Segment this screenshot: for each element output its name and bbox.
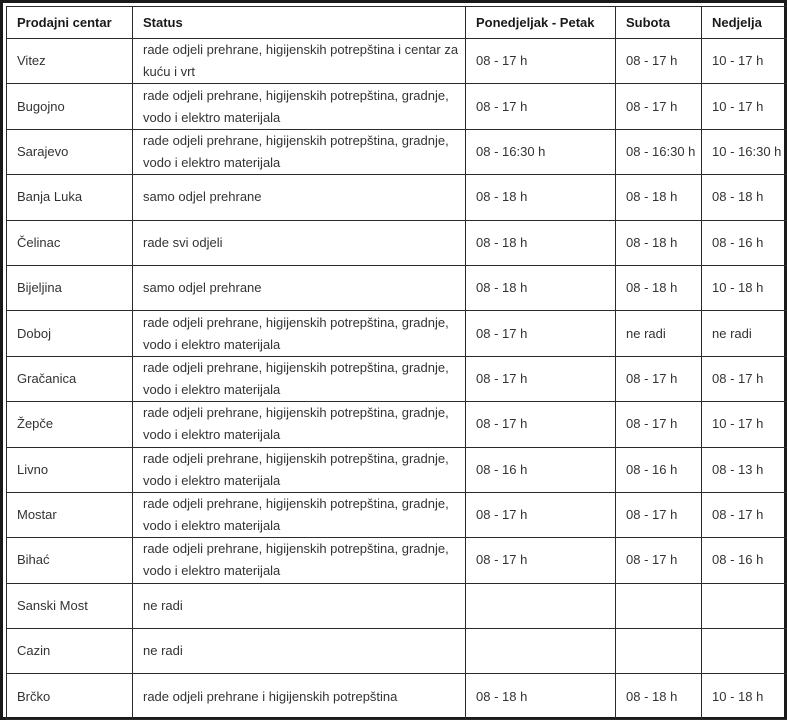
cell-center: Livno xyxy=(7,447,133,492)
cell-status: rade odjeli prehrane, higijenskih potrepština, gradnje, vodo i elektro materijala xyxy=(133,538,466,583)
cell-saturday: 08 - 17 h xyxy=(616,402,702,447)
cell-sunday: ne radi xyxy=(702,311,787,356)
table-row xyxy=(7,447,787,492)
cell-saturday: 08 - 18 h xyxy=(616,674,702,720)
cell-status: samo odjel prehrane xyxy=(133,175,466,220)
cell-center: Mostar xyxy=(7,492,133,537)
cell-weekdays: 08 - 18 h xyxy=(466,175,616,220)
cell-weekdays: 08 - 17 h xyxy=(466,538,616,583)
cell-sunday: 08 - 16 h xyxy=(702,220,787,265)
cell-center: Sanski Most xyxy=(7,583,133,628)
cell-saturday: 08 - 17 h xyxy=(616,39,702,84)
cell-sunday: 10 - 17 h xyxy=(702,39,787,84)
cell-saturday xyxy=(616,583,702,628)
header-saturday: Subota xyxy=(616,7,702,39)
cell-center: Gračanica xyxy=(7,356,133,401)
table-row xyxy=(7,220,787,265)
cell-status: rade odjeli prehrane, higijenskih potrepština, gradnje, vodo i elektro materijala xyxy=(133,129,466,174)
table-row xyxy=(7,175,787,220)
cell-sunday: 10 - 16:30 h xyxy=(702,129,787,174)
cell-center: Bihać xyxy=(7,538,133,583)
cell-center: Brčko xyxy=(7,674,133,720)
cell-weekdays: 08 - 17 h xyxy=(466,39,616,84)
cell-saturday: 08 - 17 h xyxy=(616,492,702,537)
cell-center: Čelinac xyxy=(7,220,133,265)
table-row xyxy=(7,265,787,310)
table-row xyxy=(7,583,787,628)
cell-weekdays: 08 - 17 h xyxy=(466,356,616,401)
cell-sunday: 10 - 18 h xyxy=(702,674,787,720)
cell-status: ne radi xyxy=(133,629,466,674)
cell-weekdays: 08 - 17 h xyxy=(466,311,616,356)
cell-status: ne radi xyxy=(133,583,466,628)
cell-status: rade odjeli prehrane, higijenskih potrepština i centar za kuću i vrt xyxy=(133,39,466,84)
cell-weekdays: 08 - 17 h xyxy=(466,492,616,537)
cell-weekdays: 08 - 17 h xyxy=(466,84,616,129)
table-row xyxy=(7,674,787,720)
table-body xyxy=(7,39,787,720)
cell-center: Banja Luka xyxy=(7,175,133,220)
cell-status: rade odjeli prehrane, higijenskih potrepština, gradnje, vodo i elektro materijala xyxy=(133,492,466,537)
header-status: Status xyxy=(133,7,466,39)
cell-sunday: 08 - 17 h xyxy=(702,492,787,537)
table-row xyxy=(7,311,787,356)
table-row xyxy=(7,129,787,174)
table-row xyxy=(7,402,787,447)
table-row xyxy=(7,492,787,537)
cell-status: rade odjeli prehrane, higijenskih potrepština, gradnje, vodo i elektro materijala xyxy=(133,402,466,447)
cell-center: Vitez xyxy=(7,39,133,84)
cell-sunday: 08 - 16 h xyxy=(702,538,787,583)
cell-center: Bijeljina xyxy=(7,265,133,310)
cell-weekdays: 08 - 18 h xyxy=(466,220,616,265)
cell-status: rade odjeli prehrane, higijenskih potrepština, gradnje, vodo i elektro materijala xyxy=(133,311,466,356)
cell-sunday: 08 - 18 h xyxy=(702,175,787,220)
cell-saturday: 08 - 16 h xyxy=(616,447,702,492)
cell-sunday xyxy=(702,629,787,674)
table-row xyxy=(7,39,787,84)
cell-center: Doboj xyxy=(7,311,133,356)
cell-sunday: 08 - 17 h xyxy=(702,356,787,401)
cell-saturday: 08 - 17 h xyxy=(616,84,702,129)
cell-status: rade odjeli prehrane i higijenskih potrepština xyxy=(133,674,466,720)
table-row xyxy=(7,538,787,583)
cell-sunday: 08 - 13 h xyxy=(702,447,787,492)
cell-status: rade odjeli prehrane, higijenskih potrepština, gradnje, vodo i elektro materijala xyxy=(133,447,466,492)
header-sunday: Nedjelja xyxy=(702,7,787,39)
cell-weekdays: 08 - 18 h xyxy=(466,674,616,720)
cell-status: rade odjeli prehrane, higijenskih potrepština, gradnje, vodo i elektro materijala xyxy=(133,84,466,129)
cell-saturday: 08 - 18 h xyxy=(616,175,702,220)
table-row xyxy=(7,84,787,129)
cell-weekdays: 08 - 16:30 h xyxy=(466,129,616,174)
header-weekdays: Ponedjeljak - Petak xyxy=(466,7,616,39)
cell-center: Cazin xyxy=(7,629,133,674)
cell-weekdays xyxy=(466,629,616,674)
cell-center: Žepče xyxy=(7,402,133,447)
cell-sunday: 10 - 17 h xyxy=(702,402,787,447)
cell-center: Sarajevo xyxy=(7,129,133,174)
cell-status: rade odjeli prehrane, higijenskih potrepština, gradnje, vodo i elektro materijala xyxy=(133,356,466,401)
cell-weekdays xyxy=(466,583,616,628)
cell-weekdays: 08 - 18 h xyxy=(466,265,616,310)
cell-center: Bugojno xyxy=(7,84,133,129)
cell-saturday: 08 - 18 h xyxy=(616,265,702,310)
cell-status: samo odjel prehrane xyxy=(133,265,466,310)
cell-weekdays: 08 - 16 h xyxy=(466,447,616,492)
table-header xyxy=(7,7,787,39)
cell-saturday: 08 - 16:30 h xyxy=(616,129,702,174)
cell-saturday xyxy=(616,629,702,674)
header-center: Prodajni centar xyxy=(7,7,133,39)
cell-sunday: 10 - 18 h xyxy=(702,265,787,310)
cell-sunday xyxy=(702,583,787,628)
cell-saturday: ne radi xyxy=(616,311,702,356)
cell-sunday: 10 - 17 h xyxy=(702,84,787,129)
table-row xyxy=(7,356,787,401)
cell-weekdays: 08 - 17 h xyxy=(466,402,616,447)
cell-status: rade svi odjeli xyxy=(133,220,466,265)
cell-saturday: 08 - 18 h xyxy=(616,220,702,265)
working-hours-table xyxy=(6,6,787,720)
header-row xyxy=(7,7,787,39)
table-row xyxy=(7,629,787,674)
cell-saturday: 08 - 17 h xyxy=(616,538,702,583)
cell-saturday: 08 - 17 h xyxy=(616,356,702,401)
